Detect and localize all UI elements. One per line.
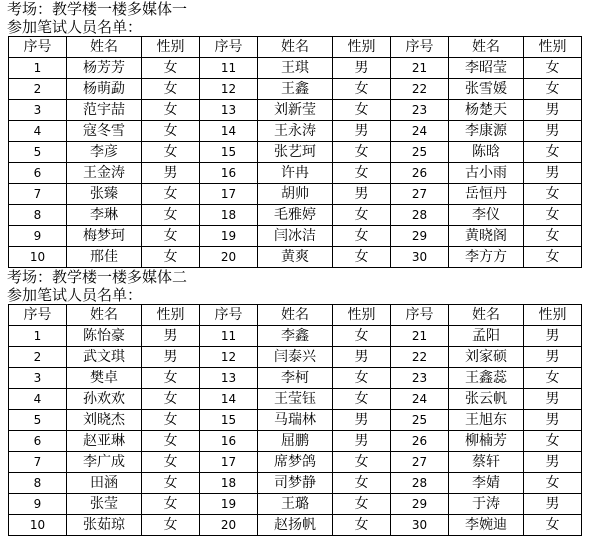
candidate-name-cell: 田涵 xyxy=(67,473,142,494)
candidate-gender-cell: 男 xyxy=(524,410,582,431)
candidate-gender-cell: 女 xyxy=(142,515,200,536)
roster-table-1 xyxy=(8,36,582,268)
table-row xyxy=(9,452,582,473)
seat-number-cell: 18 xyxy=(200,205,258,226)
table-row xyxy=(9,142,582,163)
seat-number-cell: 28 xyxy=(391,205,449,226)
candidate-name-cell: 闫冰洁 xyxy=(258,226,333,247)
candidate-name-cell: 范宇喆 xyxy=(67,100,142,121)
header-cell: 性别 xyxy=(524,305,582,326)
candidate-name-cell: 王莹钰 xyxy=(258,389,333,410)
seat-number-cell: 1 xyxy=(9,326,67,347)
candidate-gender-cell: 女 xyxy=(142,247,200,268)
candidate-gender-cell: 女 xyxy=(524,515,582,536)
candidate-name-cell: 李婉迪 xyxy=(449,515,524,536)
candidate-gender-cell: 女 xyxy=(142,184,200,205)
candidate-gender-cell: 女 xyxy=(333,79,391,100)
candidate-name-cell: 张茹琼 xyxy=(67,515,142,536)
seat-number-cell: 3 xyxy=(9,368,67,389)
candidate-gender-cell: 女 xyxy=(524,247,582,268)
seat-number-cell: 22 xyxy=(391,347,449,368)
header-cell: 性别 xyxy=(524,37,582,58)
table-row xyxy=(9,226,582,247)
candidate-name-cell: 闫泰兴 xyxy=(258,347,333,368)
seat-number-cell: 4 xyxy=(9,121,67,142)
candidate-gender-cell: 女 xyxy=(142,494,200,515)
list-title-2: 参加笔试人员名单： xyxy=(7,286,143,304)
candidate-gender-cell: 女 xyxy=(524,184,582,205)
candidate-gender-cell: 男 xyxy=(524,100,582,121)
candidate-name-cell: 梅梦珂 xyxy=(67,226,142,247)
table-header-row xyxy=(9,37,582,58)
exam-roster-page xyxy=(7,0,587,536)
seat-number-cell: 6 xyxy=(9,431,67,452)
candidate-gender-cell: 男 xyxy=(524,494,582,515)
table-row xyxy=(9,515,582,536)
seat-number-cell: 4 xyxy=(9,389,67,410)
header-cell: 序号 xyxy=(391,37,449,58)
header-cell: 序号 xyxy=(200,37,258,58)
seat-number-cell: 8 xyxy=(9,205,67,226)
seat-number-cell: 24 xyxy=(391,389,449,410)
candidate-gender-cell: 男 xyxy=(333,121,391,142)
seat-number-cell: 11 xyxy=(200,58,258,79)
table-row xyxy=(9,247,582,268)
candidate-gender-cell: 女 xyxy=(142,205,200,226)
candidate-name-cell: 李彦 xyxy=(67,142,142,163)
candidate-gender-cell: 女 xyxy=(333,494,391,515)
table-row xyxy=(9,410,582,431)
seat-number-cell: 16 xyxy=(200,163,258,184)
candidate-name-cell: 王永涛 xyxy=(258,121,333,142)
seat-number-cell: 6 xyxy=(9,163,67,184)
table-row xyxy=(9,100,582,121)
candidate-gender-cell: 男 xyxy=(142,163,200,184)
candidate-name-cell: 陈晗 xyxy=(449,142,524,163)
candidate-name-cell: 李昭莹 xyxy=(449,58,524,79)
roster-table-2 xyxy=(8,304,582,536)
header-cell: 序号 xyxy=(9,37,67,58)
candidate-gender-cell: 女 xyxy=(142,368,200,389)
table-row xyxy=(9,494,582,515)
candidate-gender-cell: 男 xyxy=(333,184,391,205)
table-row xyxy=(9,58,582,79)
candidate-gender-cell: 男 xyxy=(524,389,582,410)
seat-number-cell: 25 xyxy=(391,142,449,163)
header-cell: 序号 xyxy=(200,305,258,326)
table-row xyxy=(9,326,582,347)
candidate-name-cell: 张艺珂 xyxy=(258,142,333,163)
candidate-gender-cell: 女 xyxy=(524,226,582,247)
candidate-gender-cell: 女 xyxy=(142,142,200,163)
candidate-name-cell: 张雪媛 xyxy=(449,79,524,100)
candidate-gender-cell: 男 xyxy=(524,347,582,368)
candidate-gender-cell: 女 xyxy=(524,431,582,452)
seat-number-cell: 16 xyxy=(200,431,258,452)
candidate-gender-cell: 女 xyxy=(142,121,200,142)
table-row xyxy=(9,205,582,226)
seat-number-cell: 27 xyxy=(391,452,449,473)
candidate-name-cell: 杨芳芳 xyxy=(67,58,142,79)
seat-number-cell: 14 xyxy=(200,121,258,142)
header-cell: 序号 xyxy=(391,305,449,326)
candidate-name-cell: 毛雅婷 xyxy=(258,205,333,226)
seat-number-cell: 7 xyxy=(9,452,67,473)
candidate-name-cell: 王琪 xyxy=(258,58,333,79)
candidate-name-cell: 李婧 xyxy=(449,473,524,494)
seat-number-cell: 15 xyxy=(200,410,258,431)
seat-number-cell: 11 xyxy=(200,326,258,347)
table-row xyxy=(9,121,582,142)
candidate-name-cell: 于涛 xyxy=(449,494,524,515)
candidate-gender-cell: 男 xyxy=(142,347,200,368)
candidate-name-cell: 王璐 xyxy=(258,494,333,515)
candidate-gender-cell: 女 xyxy=(142,58,200,79)
seat-number-cell: 22 xyxy=(391,79,449,100)
seat-number-cell: 28 xyxy=(391,473,449,494)
seat-number-cell: 3 xyxy=(9,100,67,121)
candidate-gender-cell: 男 xyxy=(524,326,582,347)
candidate-name-cell: 黄晓阁 xyxy=(449,226,524,247)
candidate-gender-cell: 女 xyxy=(333,226,391,247)
seat-number-cell: 18 xyxy=(200,473,258,494)
header-cell: 性别 xyxy=(142,37,200,58)
candidate-name-cell: 孙欢欢 xyxy=(67,389,142,410)
candidate-gender-cell: 女 xyxy=(333,452,391,473)
candidate-name-cell: 刘晓杰 xyxy=(67,410,142,431)
candidate-name-cell: 张云帆 xyxy=(449,389,524,410)
table-row xyxy=(9,184,582,205)
candidate-gender-cell: 女 xyxy=(333,142,391,163)
seat-number-cell: 29 xyxy=(391,226,449,247)
candidate-name-cell: 古小雨 xyxy=(449,163,524,184)
seat-number-cell: 25 xyxy=(391,410,449,431)
candidate-name-cell: 武文琪 xyxy=(67,347,142,368)
roster-body-2 xyxy=(9,326,582,536)
candidate-gender-cell: 男 xyxy=(524,452,582,473)
candidate-name-cell: 许冉 xyxy=(258,163,333,184)
seat-number-cell: 24 xyxy=(391,121,449,142)
candidate-gender-cell: 女 xyxy=(333,163,391,184)
seat-number-cell: 5 xyxy=(9,142,67,163)
candidate-gender-cell: 女 xyxy=(524,58,582,79)
candidate-gender-cell: 女 xyxy=(333,515,391,536)
candidate-name-cell: 柳楠芳 xyxy=(449,431,524,452)
seat-number-cell: 19 xyxy=(200,226,258,247)
candidate-name-cell: 张臻 xyxy=(67,184,142,205)
seat-number-cell: 23 xyxy=(391,100,449,121)
seat-number-cell: 7 xyxy=(9,184,67,205)
candidate-name-cell: 陈怡豪 xyxy=(67,326,142,347)
candidate-gender-cell: 男 xyxy=(524,121,582,142)
seat-number-cell: 17 xyxy=(200,184,258,205)
seat-number-cell: 8 xyxy=(9,473,67,494)
seat-number-cell: 20 xyxy=(200,247,258,268)
seat-number-cell: 9 xyxy=(9,494,67,515)
candidate-gender-cell: 女 xyxy=(333,205,391,226)
candidate-name-cell: 蔡轩 xyxy=(449,452,524,473)
seat-number-cell: 23 xyxy=(391,368,449,389)
header-cell: 姓名 xyxy=(67,37,142,58)
seat-number-cell: 29 xyxy=(391,494,449,515)
candidate-name-cell: 李琳 xyxy=(67,205,142,226)
seat-number-cell: 27 xyxy=(391,184,449,205)
candidate-gender-cell: 女 xyxy=(524,205,582,226)
seat-number-cell: 12 xyxy=(200,79,258,100)
candidate-name-cell: 胡帅 xyxy=(258,184,333,205)
candidate-gender-cell: 男 xyxy=(333,431,391,452)
header-cell: 序号 xyxy=(9,305,67,326)
candidate-name-cell: 王鑫蕊 xyxy=(449,368,524,389)
candidate-name-cell: 岳恒丹 xyxy=(449,184,524,205)
candidate-gender-cell: 女 xyxy=(524,79,582,100)
candidate-gender-cell: 女 xyxy=(333,389,391,410)
header-cell: 性别 xyxy=(333,37,391,58)
seat-number-cell: 14 xyxy=(200,389,258,410)
candidate-gender-cell: 女 xyxy=(333,473,391,494)
candidate-gender-cell: 女 xyxy=(142,100,200,121)
candidate-name-cell: 王旭东 xyxy=(449,410,524,431)
seat-number-cell: 30 xyxy=(391,247,449,268)
candidate-gender-cell: 女 xyxy=(142,473,200,494)
candidate-gender-cell: 女 xyxy=(333,247,391,268)
candidate-name-cell: 寇冬雪 xyxy=(67,121,142,142)
candidate-name-cell: 杨楚天 xyxy=(449,100,524,121)
seat-number-cell: 30 xyxy=(391,515,449,536)
candidate-name-cell: 张莹 xyxy=(67,494,142,515)
seat-number-cell: 1 xyxy=(9,58,67,79)
seat-number-cell: 2 xyxy=(9,347,67,368)
candidate-gender-cell: 女 xyxy=(142,431,200,452)
seat-number-cell: 26 xyxy=(391,163,449,184)
candidate-gender-cell: 男 xyxy=(333,58,391,79)
seat-number-cell: 13 xyxy=(200,100,258,121)
list-title-1: 参加笔试人员名单： xyxy=(7,18,143,36)
candidate-name-cell: 席梦鸽 xyxy=(258,452,333,473)
seat-number-cell: 9 xyxy=(9,226,67,247)
seat-number-cell: 10 xyxy=(9,515,67,536)
candidate-gender-cell: 女 xyxy=(142,79,200,100)
header-cell: 性别 xyxy=(142,305,200,326)
candidate-name-cell: 杨萌勐 xyxy=(67,79,142,100)
candidate-name-cell: 刘家硕 xyxy=(449,347,524,368)
candidate-name-cell: 李鑫 xyxy=(258,326,333,347)
header-cell: 姓名 xyxy=(67,305,142,326)
seat-number-cell: 13 xyxy=(200,368,258,389)
venue-heading-1: 考场：教学楼一楼多媒体一 xyxy=(7,0,188,18)
candidate-gender-cell: 女 xyxy=(524,368,582,389)
candidate-gender-cell: 女 xyxy=(142,410,200,431)
candidate-gender-cell: 女 xyxy=(142,389,200,410)
seat-number-cell: 20 xyxy=(200,515,258,536)
candidate-name-cell: 邢佳 xyxy=(67,247,142,268)
candidate-name-cell: 马瑞林 xyxy=(258,410,333,431)
table-row xyxy=(9,163,582,184)
venue-heading-2: 考场：教学楼一楼多媒体二 xyxy=(7,268,188,286)
candidate-name-cell: 司梦静 xyxy=(258,473,333,494)
seat-number-cell: 5 xyxy=(9,410,67,431)
candidate-gender-cell: 女 xyxy=(333,326,391,347)
candidate-name-cell: 王金涛 xyxy=(67,163,142,184)
seat-number-cell: 15 xyxy=(200,142,258,163)
seat-number-cell: 21 xyxy=(391,58,449,79)
table-row xyxy=(9,431,582,452)
table-row xyxy=(9,389,582,410)
table-header-row xyxy=(9,305,582,326)
candidate-name-cell: 李仪 xyxy=(449,205,524,226)
header-cell: 姓名 xyxy=(449,305,524,326)
candidate-gender-cell: 女 xyxy=(524,473,582,494)
candidate-gender-cell: 男 xyxy=(524,163,582,184)
header-cell: 性别 xyxy=(333,305,391,326)
candidate-name-cell: 孟阳 xyxy=(449,326,524,347)
seat-number-cell: 19 xyxy=(200,494,258,515)
header-cell: 姓名 xyxy=(449,37,524,58)
candidate-name-cell: 李康源 xyxy=(449,121,524,142)
candidate-gender-cell: 女 xyxy=(142,452,200,473)
table-row xyxy=(9,368,582,389)
seat-number-cell: 17 xyxy=(200,452,258,473)
table-row xyxy=(9,473,582,494)
candidate-gender-cell: 女 xyxy=(333,368,391,389)
candidate-name-cell: 黄爽 xyxy=(258,247,333,268)
candidate-name-cell: 李柯 xyxy=(258,368,333,389)
seat-number-cell: 12 xyxy=(200,347,258,368)
candidate-gender-cell: 女 xyxy=(524,142,582,163)
candidate-name-cell: 王鑫 xyxy=(258,79,333,100)
candidate-name-cell: 樊卓 xyxy=(67,368,142,389)
seat-number-cell: 21 xyxy=(391,326,449,347)
roster-body-1 xyxy=(9,58,582,268)
seat-number-cell: 10 xyxy=(9,247,67,268)
candidate-name-cell: 屈鹏 xyxy=(258,431,333,452)
candidate-gender-cell: 男 xyxy=(333,347,391,368)
candidate-name-cell: 赵亚琳 xyxy=(67,431,142,452)
table-row xyxy=(9,79,582,100)
seat-number-cell: 26 xyxy=(391,431,449,452)
candidate-name-cell: 刘新莹 xyxy=(258,100,333,121)
candidate-gender-cell: 女 xyxy=(333,100,391,121)
header-cell: 姓名 xyxy=(258,305,333,326)
header-cell: 姓名 xyxy=(258,37,333,58)
candidate-gender-cell: 男 xyxy=(142,326,200,347)
candidate-name-cell: 李方方 xyxy=(449,247,524,268)
candidate-gender-cell: 男 xyxy=(333,410,391,431)
candidate-name-cell: 李广成 xyxy=(67,452,142,473)
candidate-name-cell: 赵扬帆 xyxy=(258,515,333,536)
seat-number-cell: 2 xyxy=(9,79,67,100)
candidate-gender-cell: 女 xyxy=(142,226,200,247)
table-row xyxy=(9,347,582,368)
